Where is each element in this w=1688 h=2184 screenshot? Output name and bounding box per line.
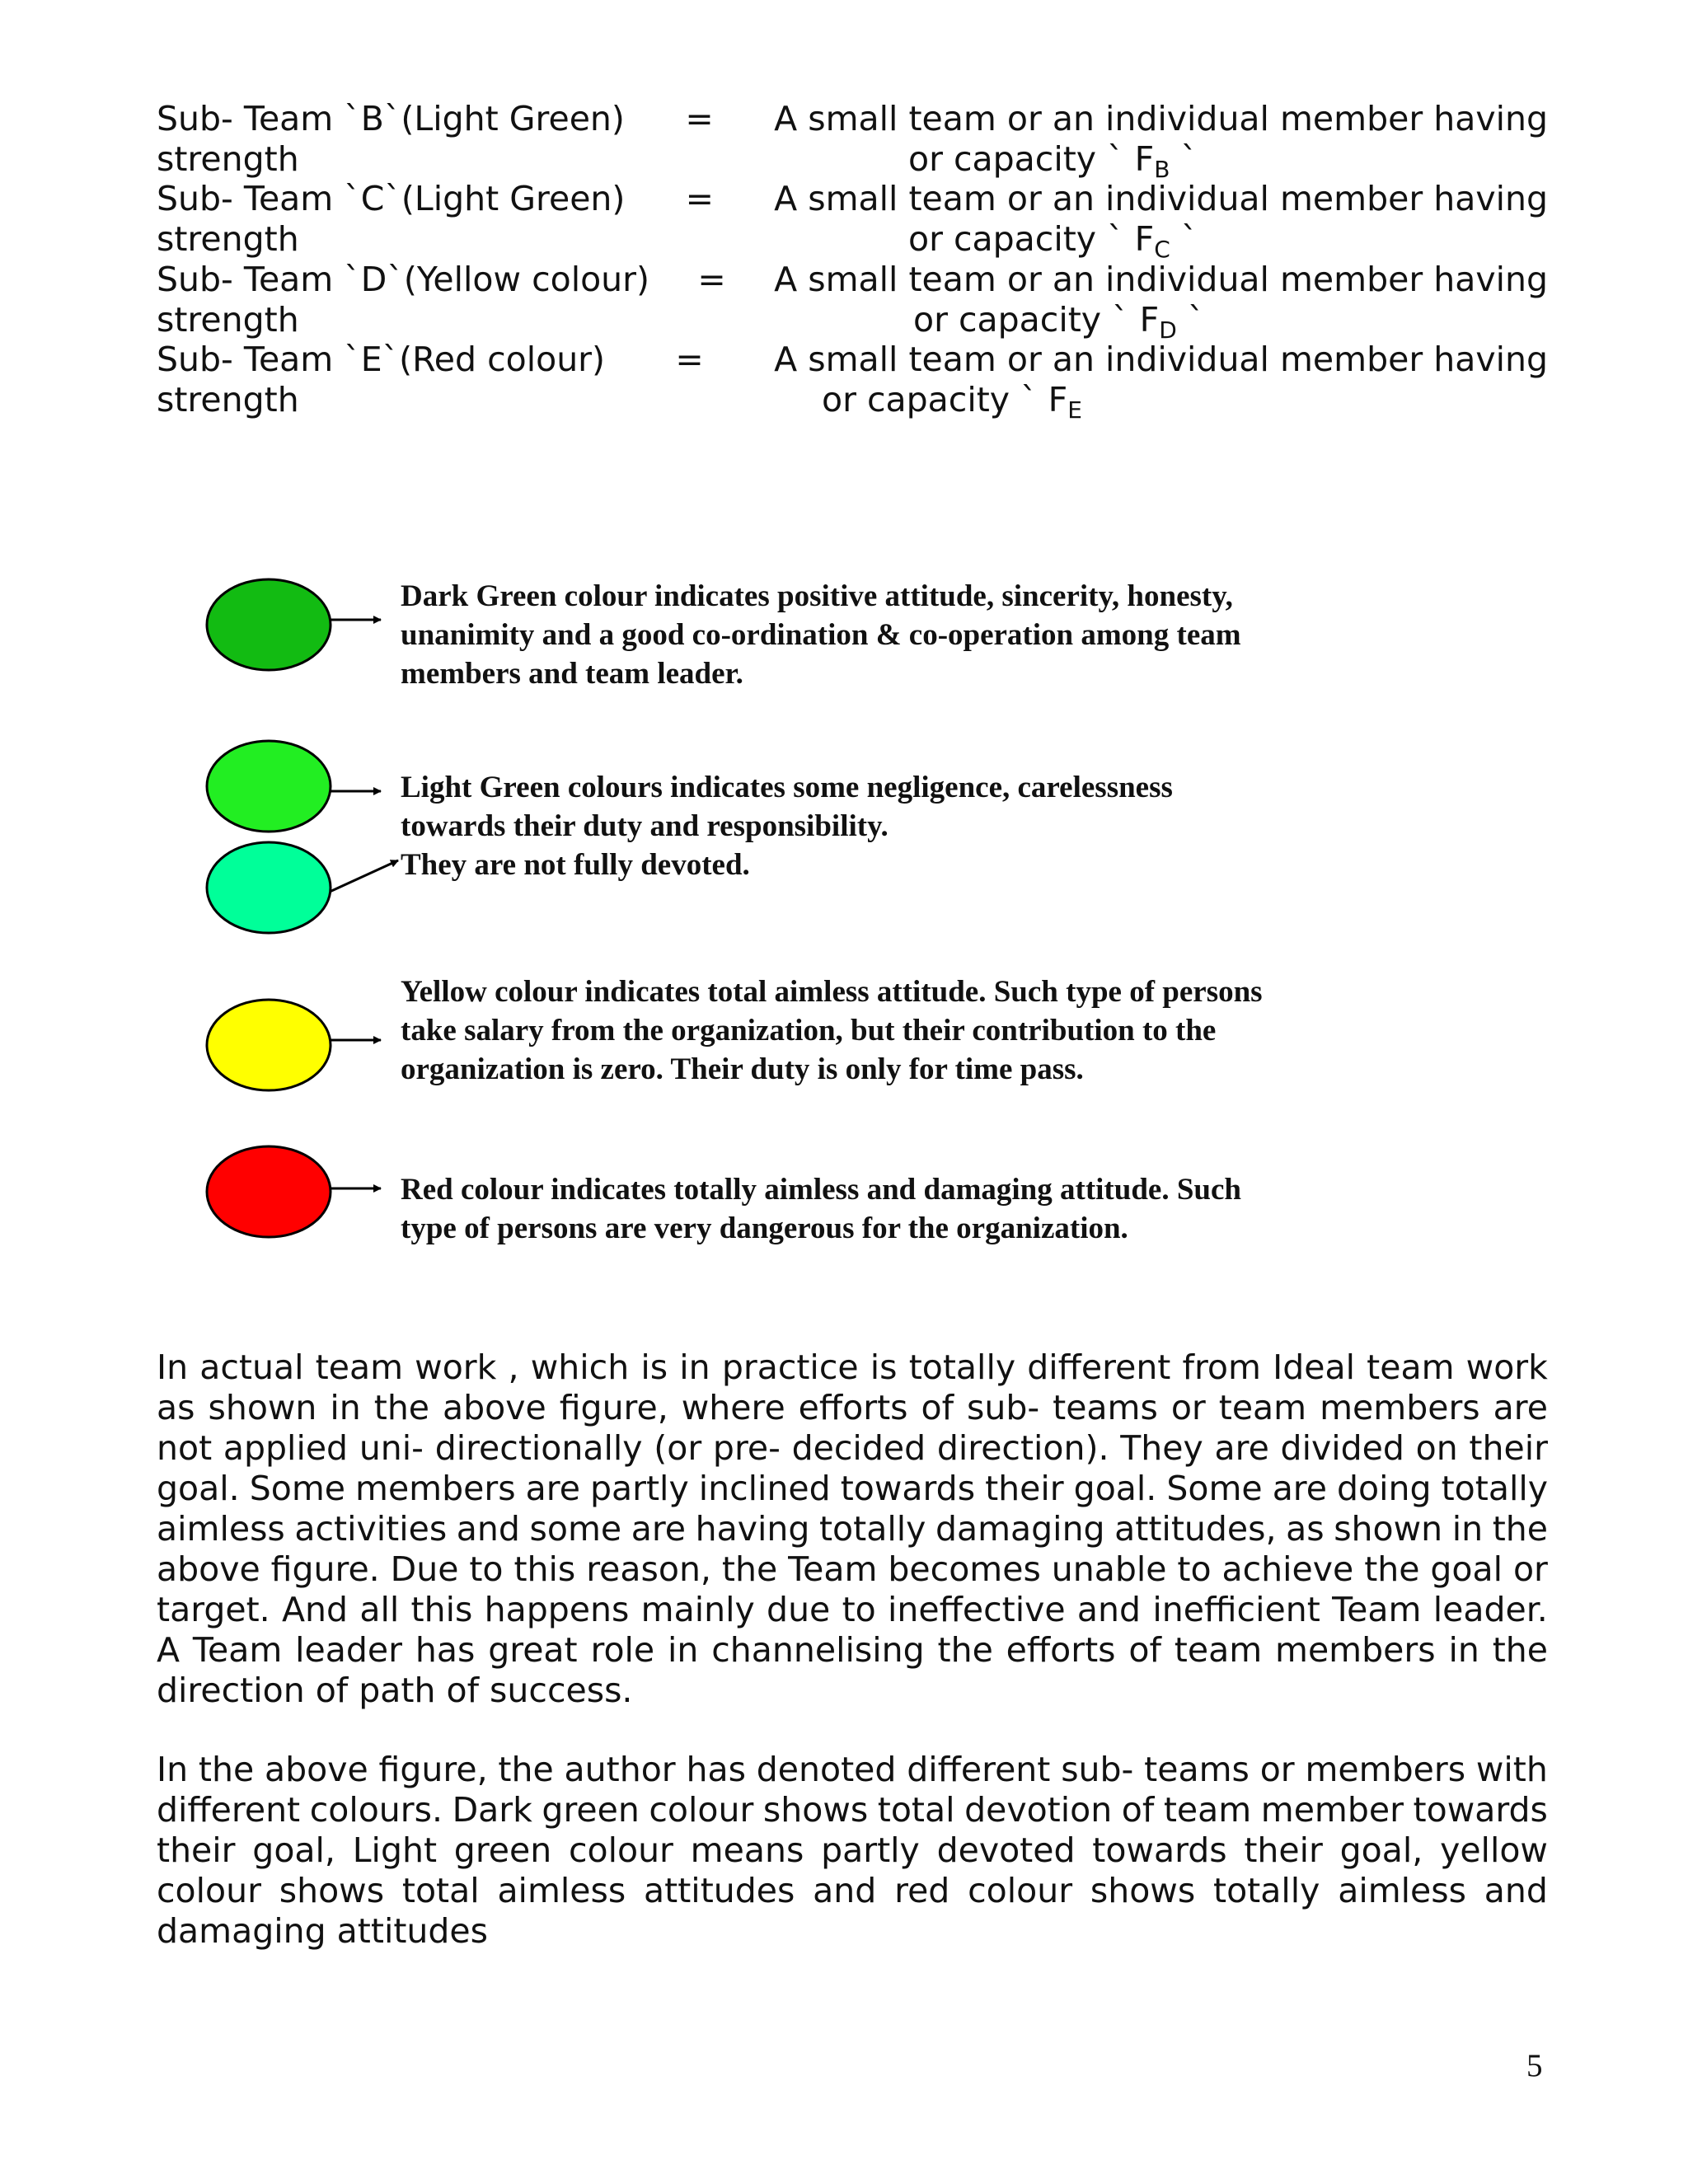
dark-green-circle (207, 579, 331, 670)
legend-dark-green-text: Dark Green colour indicates positive attitude, sincerity, honesty, unanimity and a good co-ordination & co-operation among team members and team leader. (401, 579, 1241, 691)
capacity-text: or capacity ` $F_B$ ` (908, 139, 1198, 183)
text-line: above figure. Due to this reason, the Team becomes unable to achieve the goal or (157, 1549, 1548, 1589)
text-line: direction of path of success. (157, 1671, 633, 1710)
text-line: goal. Some members are partly inclined towards their goal. Some are doing totally (157, 1469, 1548, 1508)
equals-sign: = (685, 99, 714, 138)
paragraph-actual-team-work (157, 1347, 1548, 1711)
equals-sign: = (685, 179, 714, 218)
definition-label: Sub- Team `D`(Yellow colour) (157, 260, 650, 299)
legend-red-text: Red colour indicates totally aimless and damaging attitude. Such type of persons are very dangerous for the organization. (401, 1173, 1241, 1245)
definition-description: A small team or an individual member having (774, 179, 1548, 218)
yellow-circle (207, 1000, 331, 1090)
capacity-text: or capacity ` $F_E$ (822, 380, 1082, 424)
light-green-circle (207, 741, 331, 832)
legend-yellow-text: Yellow colour indicates total aimless attitude. Such type of persons take salary from the organization, but their contribution to the organization is zero. Their duty is only for time pass. (401, 975, 1263, 1086)
capacity-text: or capacity ` $F_D$ ` (913, 300, 1205, 344)
text-line: target. And all this happens mainly due to ineffective and inefficient Team leader. (157, 1590, 1548, 1629)
red-circle (207, 1146, 331, 1237)
text-line: A Team leader has great role in channelising the efforts of team members in the (157, 1630, 1548, 1670)
definition-label: Sub- Team `E`(Red colour) (157, 340, 606, 379)
paragraph-colour-explanation (157, 1750, 1548, 1952)
text-line: not applied uni- directionally (or pre- decided direction). They are divided on their (157, 1428, 1548, 1468)
definition-label: Sub- Team `B`(Light Green) (157, 99, 625, 138)
legend-light-green-text: Light Green colours indicates some negligence, carelessness towards their duty and responsibility. They are not fully devoted. (401, 771, 1173, 882)
definition-description: A small team or an individual member having (774, 99, 1548, 138)
definition-description: A small team or an individual member having (774, 260, 1548, 299)
text-line: In actual team work , which is in practice is totally different from Ideal team work (157, 1347, 1548, 1387)
text-line: as shown in the above figure, where efforts of sub- teams or team members are (157, 1388, 1548, 1427)
text-line: damaging attitudes (157, 1911, 489, 1951)
mint-green-circle (207, 842, 331, 933)
text-line: aimless activities and some are having totally damaging attitudes, as shown in the (157, 1509, 1548, 1549)
arrow (330, 860, 398, 892)
text-line: In the above figure, the author has denoted different sub- teams or members with (157, 1750, 1548, 1789)
strength-word: strength (157, 219, 299, 259)
text-line: different colours. Dark green colour shows total devotion of team member towards (157, 1790, 1548, 1830)
text-line: their goal, Light green colour means partly devoted towards their goal, yellow (157, 1830, 1548, 1870)
equals-sign: = (675, 340, 704, 379)
equals-sign: = (697, 260, 726, 299)
strength-word: strength (157, 380, 299, 419)
strength-word: strength (157, 139, 299, 179)
strength-word: strength (157, 300, 299, 340)
definition-description: A small team or an individual member having (774, 340, 1548, 379)
capacity-text: or capacity ` $F_C$ ` (908, 219, 1198, 263)
page-number: 5 (1526, 2048, 1543, 2083)
text-line: colour shows total aimless attitudes and red colour shows totally aimless and (157, 1871, 1548, 1910)
definition-label: Sub- Team `C`(Light Green) (157, 179, 626, 218)
